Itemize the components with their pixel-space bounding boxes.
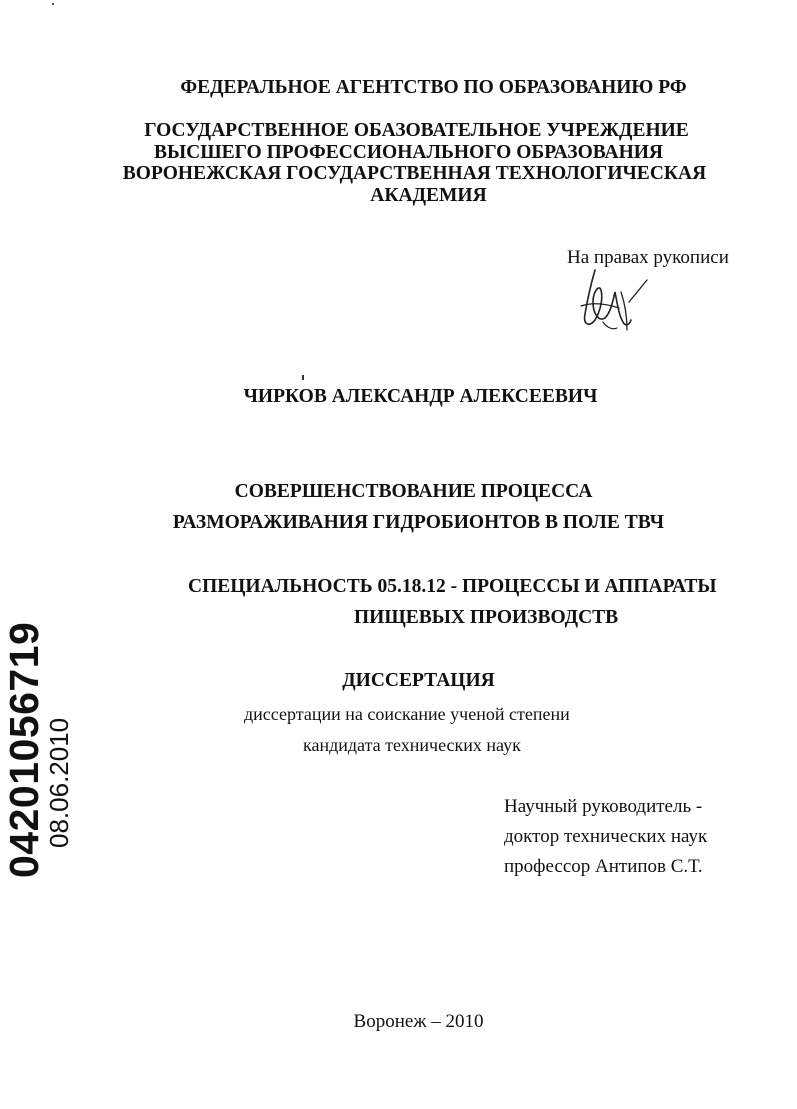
institution-line-4: АКАДЕМИЯ [370,185,487,206]
dissertation-line-2: кандидата технических наук [303,735,521,755]
dissertation-line-1: диссертации на соискание ученой степени [244,704,570,724]
institution-line-1: ГОСУДАРСТВЕННОЕ ОБАЗОВАТЕЛЬНОЕ УЧРЕЖДЕНИЕ [144,120,689,141]
specialty-line-2: ПИЩЕВЫХ ПРОИЗВОДСТВ [354,607,619,628]
library-stamp-date: 08.06.2010 [44,717,74,848]
dissertation-heading: ДИССЕРТАЦИЯ [342,670,495,691]
title-line-1: СОВЕРШЕНСТВОВАНИЕ ПРОЦЕССА [234,481,593,502]
city-year: Воронеж – 2010 [353,1011,484,1032]
author-name: ЧИРКОВ АЛЕКСАНДР АЛЕКСЕЕВИЧ [243,386,598,407]
scan-speck [52,3,54,5]
manuscript-rights-note: На правах рукописи [567,247,729,268]
supervisor-line-2: доктор технических наук [504,826,708,847]
institution-line-3: ВОРОНЕЖСКАЯ ГОСУДАРСТВЕННАЯ ТЕХНОЛОГИЧЕСКАЯ [122,163,707,184]
supervisor-line-1: Научный руководитель - [504,796,703,817]
supervisor-line-3: профессор Антипов С.Т. [504,856,703,877]
library-stamp-code: 04201056719 [1,621,47,878]
agency-heading: ФЕДЕРАЛЬНОЕ АГЕНТСТВО ПО ОБРАЗОВАНИЮ РФ [180,77,687,98]
signature-image [573,262,663,342]
title-line-2: РАЗМОРАЖИВАНИЯ ГИДРОБИОНТОВ В ПОЛЕ ТВЧ [172,512,665,533]
specialty-line-1: СПЕЦИАЛЬНОСТЬ 05.18.12 - ПРОЦЕССЫ И АППАРАТЫ [188,576,717,597]
institution-line-2: ВЫСШЕГО ПРОФЕССИОНАЛЬНОГО ОБРАЗОВАНИЯ [153,142,664,163]
scan-tick-mark [302,375,304,380]
